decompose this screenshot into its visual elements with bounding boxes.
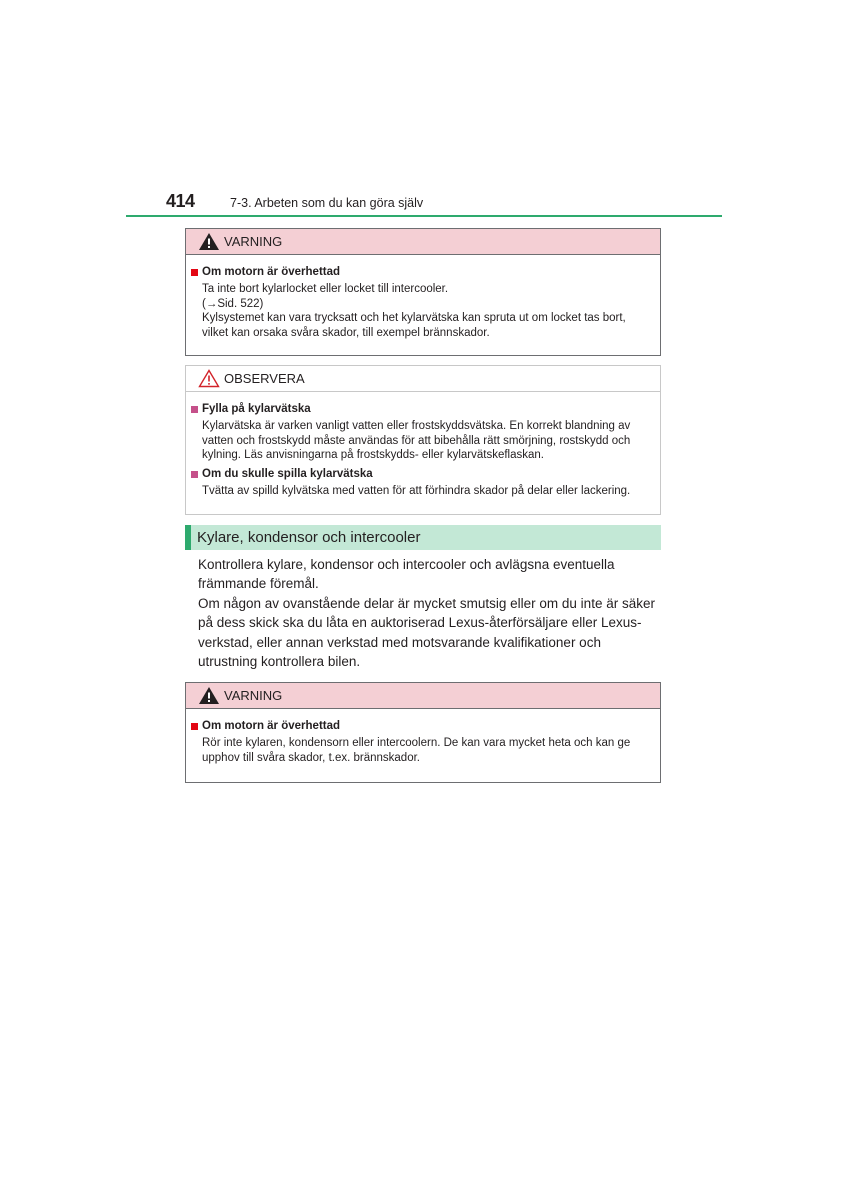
warning-label: VARNING [224, 234, 283, 249]
section-title: 7-3. Arbeten som du kan göra själv [230, 196, 424, 210]
red-square-bullet-icon [191, 269, 198, 276]
notice-header [186, 366, 660, 392]
body-text [198, 555, 660, 671]
warning-box [185, 682, 661, 783]
warning-box [185, 228, 661, 356]
item-title: Om motorn är överhettad [202, 266, 341, 278]
paragraph: Om någon av ovanstående delar är mycket smutsig eller om du inte är säker på dess skick ska du låta en auktoriserad Lexus-återförsäljare eller Lexus-verkstad, eller annan verkstad med motsvarande kvalifikationer och utrustning kontrollera bilen. [198, 595, 655, 670]
item-text: Kylarvätska är varken vanligt vatten eller frostskyddsvätska. En korrekt blandning av vatten och frostskydd måste användas för att bibehålla rätt smörjning, rostskydd och kylning. Läs anvisningarna på frostskydds- eller kylarvätskeflaskan. [202, 420, 631, 461]
red-square-bullet-icon [191, 723, 198, 730]
heading-accent-bar [185, 525, 191, 550]
item-text-line: Kylsystemet kan vara trycksatt och het kylarvätska kan spruta ut om locket tas bort, vilket kan orsaka svåra skador, till exempel brännskador. [202, 312, 626, 339]
notice-box [185, 365, 661, 515]
notice-label: OBSERVERA [224, 371, 305, 386]
pink-square-bullet-icon [191, 471, 198, 478]
pink-square-bullet-icon [191, 406, 198, 413]
item-text-line: Ta inte bort kylarlocket eller locket till intercooler. [202, 283, 449, 295]
page-header [126, 188, 722, 218]
item-title: Fylla på kylarvätska [202, 403, 311, 415]
warning-item [186, 265, 660, 340]
item-text: Rör inte kylaren, kondensorn eller intercoolern. De kan vara mycket heta och kan ge upphov till svåra skador, t.ex. brännskador. [202, 737, 631, 764]
notice-item [186, 402, 660, 463]
warning-triangle-icon [198, 686, 220, 705]
section-heading [185, 525, 661, 550]
header-divider [126, 215, 722, 217]
item-text: Tvätta av spilld kylvätska med vatten för att förhindra skador på delar eller lackering. [202, 484, 631, 497]
warning-item [186, 719, 660, 765]
item-text-line: (→Sid. 522) [202, 297, 264, 310]
warning-header [186, 683, 660, 709]
paragraph: Kontrollera kylare, kondensor och intercooler och avlägsna eventuella främmande föremål. [198, 557, 615, 592]
section-heading-text: Kylare, kondensor och intercooler [197, 529, 421, 546]
warning-triangle-icon [198, 232, 220, 251]
page-number: 414 [166, 191, 195, 211]
item-title: Om motorn är överhettad [202, 720, 341, 732]
notice-item [186, 467, 660, 499]
item-title: Om du skulle spilla kylarvätska [202, 467, 373, 480]
warning-header [186, 229, 660, 255]
caution-triangle-icon [198, 369, 220, 388]
warning-label: VARNING [224, 688, 283, 703]
